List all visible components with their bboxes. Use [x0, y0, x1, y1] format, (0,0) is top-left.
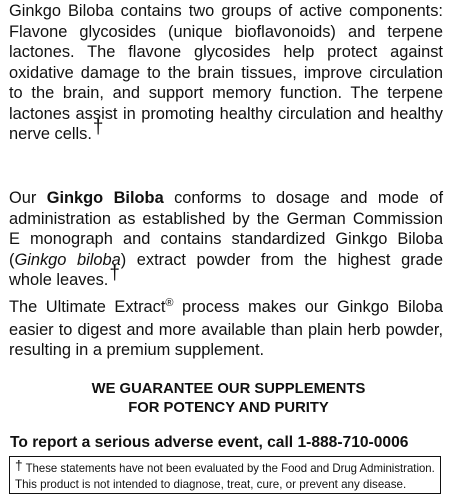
- paragraph-text-end: ) extract powder from the highest grade whole leaves.: [9, 250, 443, 289]
- guarantee-heading: [0, 380, 457, 418]
- disclaimer-text-1: These statements have not been evaluated by the Food and Drug Administration.: [25, 462, 435, 475]
- disclaimer-line-1: [15, 459, 435, 477]
- registered-mark: ®: [165, 297, 174, 309]
- commission-e-paragraph: [9, 188, 443, 291]
- disclaimer-line-text: This product is not intended to diagnose, treat, cure, or prevent any disease.: [15, 478, 407, 491]
- ultimate-extract-paragraph: [9, 297, 443, 361]
- paragraph-text: Ginkgo Biloba contains two groups of active components: Flavone glycosides (unique bioflavonoids) and terpene lactones. The flavone glycosides help protect against oxidative damage to the brain tissues, improve circulation to the brain, and support memory function. The terpene lactones assist in promoting healthy circulation and healthy nerve cells.: [9, 2, 443, 143]
- paragraph-text: conforms to dosage and mode of administration as established by the German Commission E monograph and contains standardized Ginkgo Biloba (: [9, 189, 443, 269]
- guarantee-line-1: WE GUARANTEE OUR SUPPLEMENTS: [91, 381, 366, 397]
- guarantee-line-2: FOR POTENCY AND PURITY: [128, 400, 329, 416]
- paragraph-text: The Ultimate Extract: [9, 298, 166, 316]
- dagger-mark: †: [15, 457, 23, 473]
- flavone-description-paragraph: [9, 1, 443, 145]
- paragraph-intro: Our: [9, 189, 47, 207]
- dagger-mark: †: [92, 117, 104, 138]
- dagger-mark: †: [109, 263, 120, 284]
- paragraph-text-end: process makes our Ginkgo Biloba easier to digest and more available than plain herb powder, resulting in a premium supplement.: [9, 298, 444, 359]
- disclaimer-line-text: [15, 459, 435, 477]
- latin-name: Ginkgo biloba: [14, 250, 121, 269]
- adverse-event-report-text: To report a serious adverse event, call 1-888-710-0006: [10, 434, 409, 451]
- adverse-event-report-line: [10, 433, 450, 453]
- fda-disclaimer-box: [9, 456, 441, 494]
- disclaimer-line-2: [15, 477, 435, 493]
- brand-name: Ginkgo Biloba: [46, 189, 164, 207]
